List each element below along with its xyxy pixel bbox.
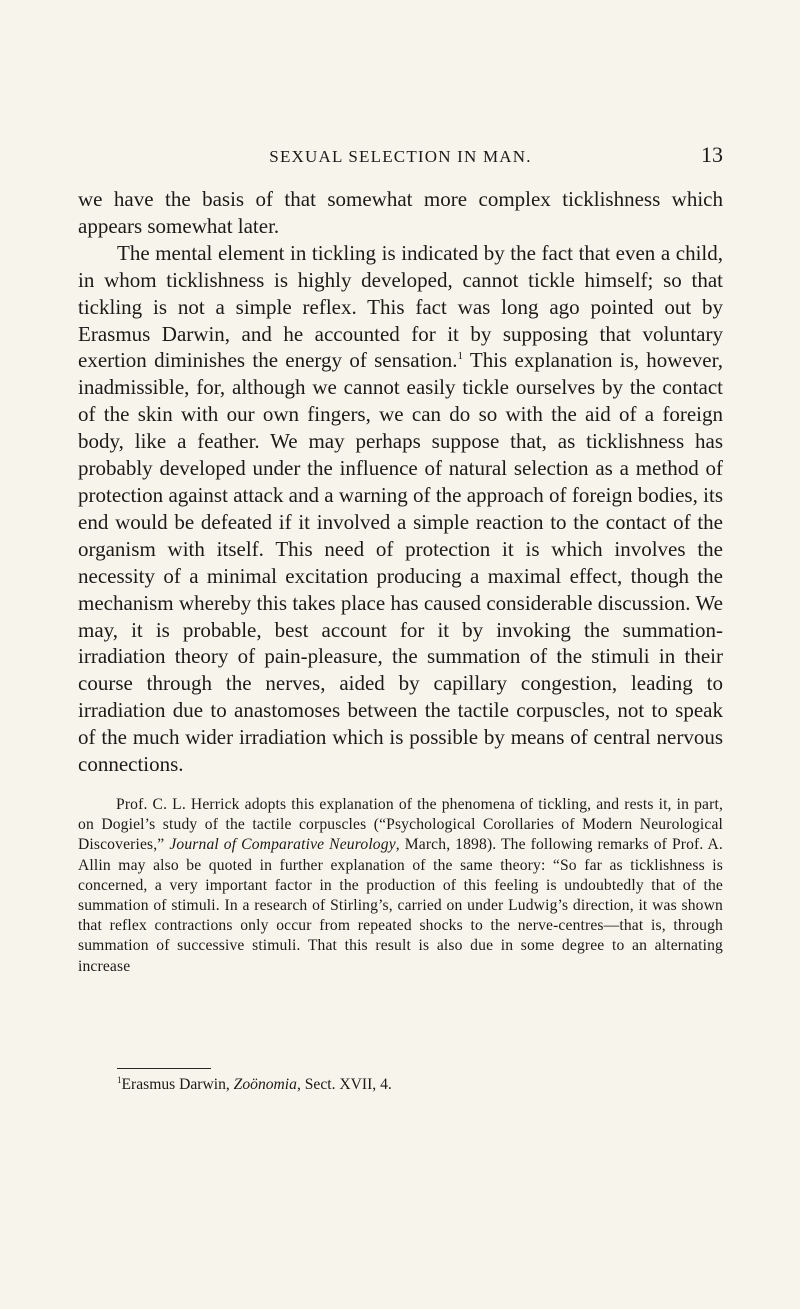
journal-title: Journal of Comparative Neurology xyxy=(169,836,396,854)
page-number: 13 xyxy=(701,142,723,167)
footnote-reference: 1 xyxy=(457,350,463,363)
paragraph-text-start: The mental element in tickling is indicated by the fact that even a child, in whom ticklishness is highly developed, cannot tickle himself; so that tickling is not a simple reflex. This fact was long ago pointed out by Erasmus Darwin, and he accounted for it by supposing that voluntary exertion diminishes the energy of sensation. xyxy=(78,240,723,373)
footnote xyxy=(117,1075,392,1095)
running-title: SEXUAL SELECTION IN MAN. xyxy=(269,147,532,166)
quote-text-start: Prof. C. L. Herrick adopts this explanation of the phenomena of tickling, and rests it, in part, on Dogiel’s study of the tactile corpuscles (“Psychological Corollaries of Modern Neurological Discoveries,” xyxy=(78,796,723,854)
paragraph-text-end: This explanation is, however, inadmissible, for, although we cannot easily tickle ourselves by the contact of the skin with our own fingers, we can do so with the aid of a foreign body, like a feather. We may perhaps suppose that, as ticklishness has probably developed under the influence of natural selection as a method of protection against attack and a warning of the approach of foreign bodies, its end would be defeated if it involved a simple reaction to the contact of the organism with itself. This need of protection it is which involves the necessity of a minimal excitation producing a maximal effect, though the mechanism whereby this takes place has caused considerable discussion. We may, it is probable, best account for it by invoking the summation-irradiation theory of pain-pleasure, the summation of the stimuli in their course through the nerves, aided by capillary congestion, leading to irradiation due to anastomoses between the tactile corpuscles, not to speak of the much wider irradiation which is possible by means of central nervous connections. xyxy=(78,348,723,777)
quoted-paragraph xyxy=(78,795,723,977)
quote-text-end: , March, 1898). The following remarks of Prof. A. Allin may also be quoted in further explanation of the same theory: “So far as ticklishness is concerned, a very important factor in the production of this feeling is undoubtedly that of the summation of stimuli. In a research of Stirling’s, carried on under Ludwig’s direction, it was shown that reflex contractions only occur from repeated shocks to the nerve-centres—that is, through summation of successive stimuli. That this result is also due in some degree to an alternating increase xyxy=(78,836,723,975)
footnote-citation: , Sect. XVII, 4. xyxy=(296,1076,392,1093)
paragraph-continuation: we have the basis of that somewhat more complex ticklishness which appears somewhat later. xyxy=(78,187,723,238)
paragraph-tickling xyxy=(78,240,723,778)
quoted-passage xyxy=(78,795,723,977)
footnote-author: Erasmus Darwin, xyxy=(121,1076,234,1093)
running-head xyxy=(78,142,723,170)
main-text xyxy=(78,186,723,778)
footnote-marker: 1 xyxy=(117,1075,122,1085)
footnote-work-title: Zoönomia xyxy=(233,1076,297,1093)
footnote-divider xyxy=(117,1068,211,1069)
